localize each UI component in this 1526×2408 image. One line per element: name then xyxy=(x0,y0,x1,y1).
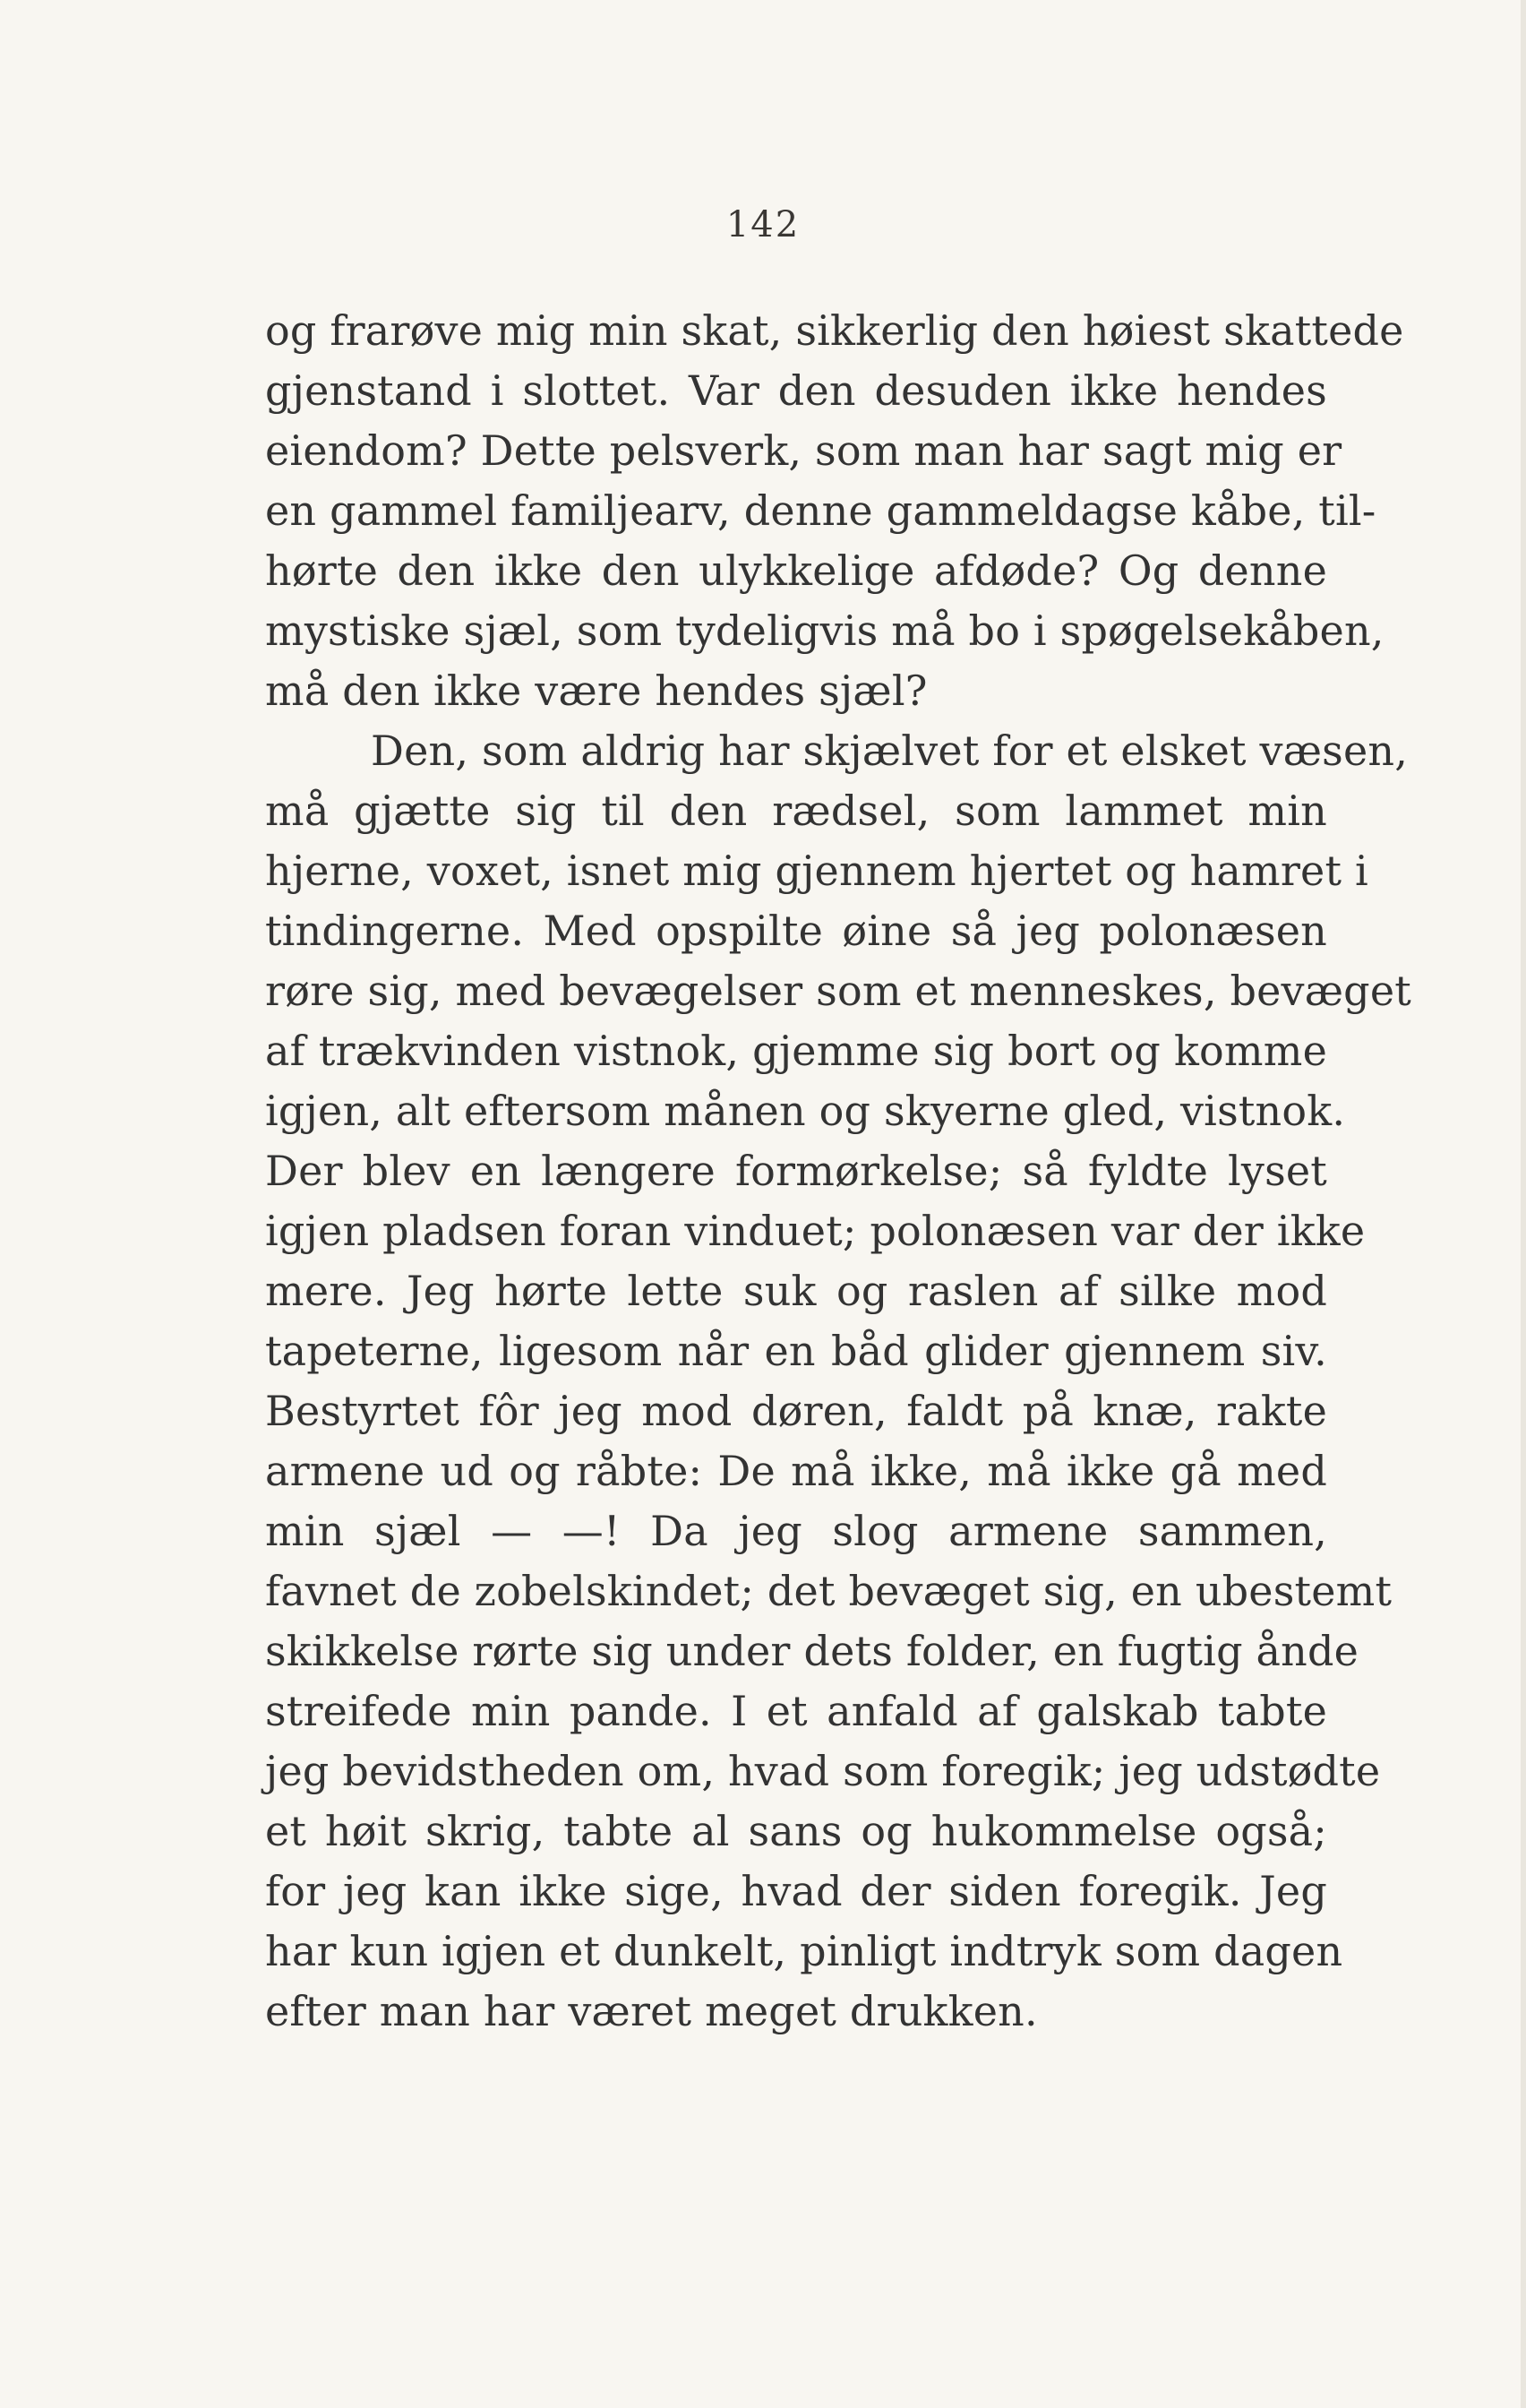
body-text xyxy=(265,301,1411,2042)
text-line: favnet de zobelskindet; det bevæget sig, en ubestemt xyxy=(265,1567,1393,1615)
text-line: skikkelse rørte sig under dets folder, en fugtig ånde xyxy=(265,1627,1359,1675)
text-line: et høit skrig, tabte al sans og hukommelse også; xyxy=(265,1807,1327,1855)
text-line: må den ikke være hendes sjæl? xyxy=(265,666,928,715)
text-line: har kun igjen et dunkelt, pinligt indtryk som dagen xyxy=(265,1927,1343,1975)
text-line: armene ud og råbte: De må ikke, må ikke gå med xyxy=(265,1447,1327,1495)
text-line: min sjæl — —! Da jeg slog armene sammen, xyxy=(265,1507,1327,1555)
text-line: røre sig, med bevægelser som et menneskes, bevæget xyxy=(265,967,1411,1015)
text-line: og frarøve mig min skat, sikkerlig den høiest skattede xyxy=(265,306,1404,355)
text-line: af trækvinden vistnok, gjemme sig bort og komme xyxy=(265,1027,1327,1075)
paragraph-start-line: Den, som aldrig har skjælvet for et elsket væsen, xyxy=(371,727,1409,775)
text-line: efter man har været meget drukken. xyxy=(265,1987,1038,2035)
text-line: for jeg kan ikke sige, hvad der siden foregik. Jeg xyxy=(265,1867,1327,1915)
text-line: må gjætte sig til den rædsel, som lammet min xyxy=(265,787,1327,835)
text-line: igjen pladsen foran vinduet; polonæsen var der ikke xyxy=(265,1207,1366,1255)
text-line: eiendom? Dette pelsverk, som man har sagt mig er xyxy=(265,426,1342,475)
text-line: igjen, alt eftersom månen og skyerne gled, vistnok. xyxy=(265,1087,1346,1135)
text-line: Bestyrtet fôr jeg mod døren, faldt på knæ, rakte xyxy=(265,1387,1327,1435)
page-number: 142 xyxy=(725,204,801,245)
text-line: jeg bevidstheden om, hvad som foregik; jeg udstødte xyxy=(265,1747,1381,1795)
text-line: Der blev en længere formørkelse; så fyldte lyset xyxy=(265,1147,1327,1195)
text-line: mystiske sjæl, som tydeligvis må bo i spøgelsekåben, xyxy=(265,606,1385,655)
text-line: streifede min pande. I et anfald af galskab tabte xyxy=(265,1687,1327,1735)
text-line: tindingerne. Med opspilte øine så jeg polonæsen xyxy=(265,907,1327,955)
text-line: mere. Jeg hørte lette suk og raslen af silke mod xyxy=(265,1267,1327,1315)
text-line: hørte den ikke den ulykkelige afdøde? Og denne xyxy=(265,546,1327,595)
text-line: hjerne, voxet, isnet mig gjennem hjertet og hamret i xyxy=(265,847,1368,895)
text-line: tapeterne, ligesom når en båd glider gjennem siv. xyxy=(265,1327,1327,1375)
text-line: gjenstand i slottet. Var den desuden ikke hendes xyxy=(265,366,1327,415)
text-line: en gammel familjearv, denne gammeldagse kåbe, til- xyxy=(265,486,1376,535)
